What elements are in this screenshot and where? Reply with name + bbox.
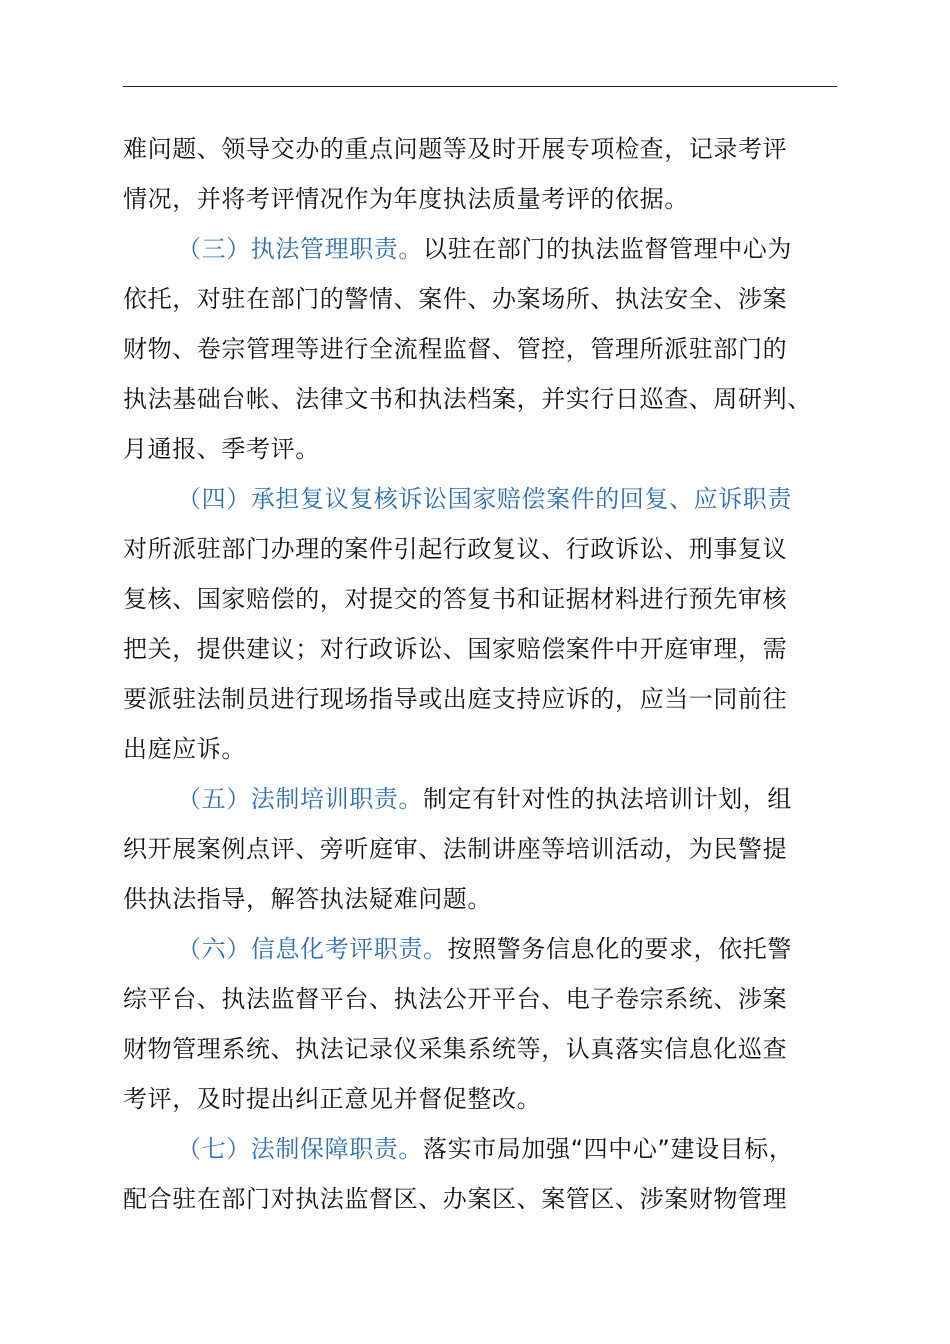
text-line: 把关，提供建议；对行政诉讼、国家赔偿案件中开庭审理，需	[123, 635, 788, 663]
paragraph-first-line	[123, 924, 843, 974]
section-heading: （四）承担复议复核诉讼国家赔偿案件的回复、应诉职责	[177, 485, 792, 513]
text-line: 供执法指导，解答执法疑难问题。	[123, 885, 492, 913]
text-run: 制定有针对性的执法培训计划，组	[423, 785, 792, 813]
text-line: 情况，并将考评情况作为年度执法质量考评的依据。	[123, 185, 689, 213]
text-line: 出庭应诉。	[123, 735, 246, 763]
text-line: 难问题、领导交办的重点问题等及时开展专项检查，记录考评	[123, 135, 788, 163]
paragraph-first-line	[123, 1124, 843, 1174]
header-rule	[123, 86, 837, 87]
section-heading: （三）执法管理职责。	[177, 235, 423, 263]
text-line: 对所派驻部门办理的案件引起行政复议、行政诉讼、刑事复议	[123, 535, 788, 563]
section-heading: （五）法制培训职责。	[177, 785, 423, 813]
text-run: 按照警务信息化的要求，依托警	[447, 935, 793, 963]
text-line: 综平台、执法监督平台、执法公开平台、电子卷宗系统、涉案	[123, 985, 788, 1013]
text-line: 财物管理系统、执法记录仪采集系统等，认真落实信息化巡查	[123, 1035, 788, 1063]
text-line: 财物、卷宗管理等进行全流程监督、管控，管理所派驻部门的	[123, 335, 788, 363]
section-heading: （七）法制保障职责。	[177, 1135, 423, 1163]
paragraph-first-line	[123, 774, 843, 824]
text-line: 考评，及时提出纠正意见并督促整改。	[123, 1085, 542, 1113]
text-line: 月通报、季考评。	[123, 435, 320, 463]
text-run: 落实市局加强“四中心”建设目标，	[423, 1135, 794, 1163]
paragraph-first-line	[123, 224, 843, 274]
paragraph-first-line	[123, 474, 843, 524]
text-line: 复核、国家赔偿的，对提交的答复书和证据材料进行预先审核	[123, 585, 788, 613]
document-body	[123, 124, 843, 1224]
text-line: 执法基础台帐、法律文书和执法档案，并实行日巡查、周研判、	[123, 385, 812, 413]
text-line: 要派驻法制员进行现场指导或出庭支持应诉的，应当一同前往	[123, 685, 788, 713]
section-heading: （六）信息化考评职责。	[177, 935, 448, 963]
text-line: 织开展案例点评、旁听庭审、法制讲座等培训活动，为民警提	[123, 835, 788, 863]
text-line: 依托，对驻在部门的警情、案件、办案场所、执法安全、涉案	[123, 285, 788, 313]
text-run: 以驻在部门的执法监督管理中心为	[423, 235, 792, 263]
text-line: 配合驻在部门对执法监督区、办案区、案管区、涉案财物管理	[123, 1185, 788, 1213]
